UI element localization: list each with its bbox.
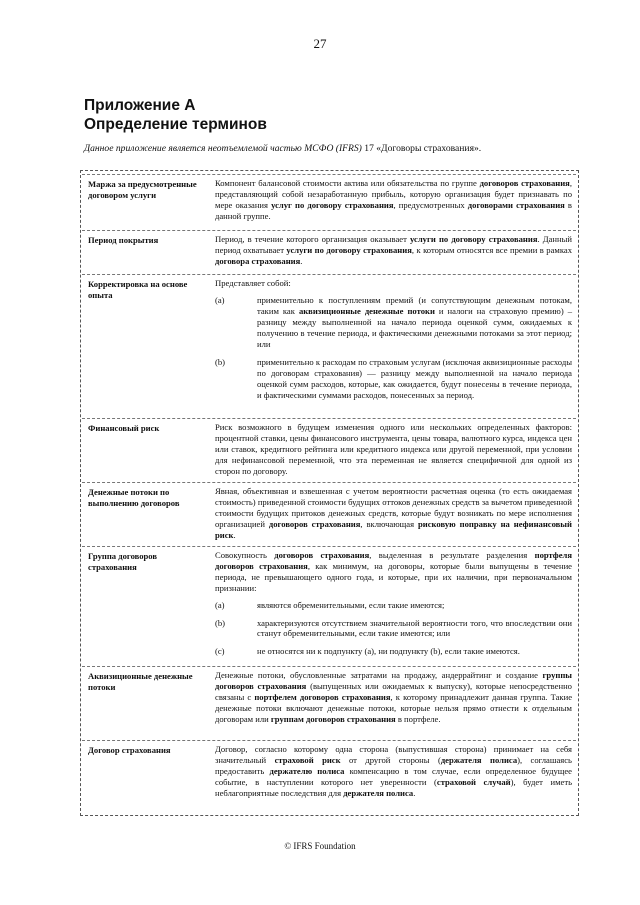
text-segment: характеризуются отсутствием значительной вероятности того, что впоследствии они станут обременительными, если такие имеются; или xyxy=(257,617,572,639)
term-definition xyxy=(215,670,572,725)
text-segment: ), соглашаясь предоставить xyxy=(215,754,572,776)
definition-row-experience-adjustment xyxy=(82,274,576,418)
definition-subitem xyxy=(215,646,572,657)
defined-term: услуг по договору страхования xyxy=(271,199,394,210)
definition-row-financial-risk xyxy=(82,418,576,482)
definition-row-group-of-contracts xyxy=(82,546,576,666)
subitem-label: (a) xyxy=(215,599,225,610)
term-definition xyxy=(215,234,572,267)
definition-row-insurance-contract xyxy=(82,740,576,814)
text-segment: . xyxy=(413,787,416,798)
text-segment: ), будет иметь неблагоприятные последствия для xyxy=(215,776,573,798)
term-label: Маржа за предусмотренные договором услуги xyxy=(88,179,197,200)
intro-part2: «Договоры страхования». xyxy=(373,143,482,154)
term-definition xyxy=(215,744,572,799)
text-segment: Период, в течение которого организация оказывает xyxy=(215,234,411,244)
copyright-footer: © IFRS Foundation xyxy=(284,841,356,851)
definition-subitem xyxy=(215,600,572,611)
term-definition xyxy=(215,550,572,657)
term-definition xyxy=(215,178,572,222)
text-segment: , предусмотренных xyxy=(393,199,468,210)
definition-subitem xyxy=(215,295,572,350)
definition-lead: Представляет собой: xyxy=(215,278,291,288)
subitem-text xyxy=(257,357,572,401)
text-segment: в данной группе. xyxy=(215,199,572,221)
text-segment: применительно к поступлениям премий (и сопутствующим денежным потокам, таким как xyxy=(257,294,572,316)
defined-term: договоров страхования xyxy=(268,518,361,529)
text-segment: Риск возможного в будущем изменения одного или нескольких определенных факторов: процентной ставки, цены финансового инструмента, цены товара, валютного курса, индекса цен или ставок, кредитного рейтинга или кредитного индекса или другой переменной, при условии для нефинансовой переменной, что эта переменная не является специфичной для одной из сторон по договору. xyxy=(215,422,572,476)
term-definition xyxy=(215,486,572,541)
text-segment: , выделенная в результате разделения xyxy=(369,550,535,560)
text-segment: (выпущенных или ожидаемых к выпуску), которые непосредственно связаны с xyxy=(215,680,572,702)
defined-term: портфелем договоров страхования xyxy=(254,691,391,702)
term-label: Группа договоров страхования xyxy=(88,551,158,572)
text-segment: не относятся ни к подпункту (a), ни подпункту (b), если такие имеются. xyxy=(257,646,520,657)
defined-term: рисковую поправку на нефинансовый риск xyxy=(215,518,572,540)
text-segment: , как минимум, на договоры, которые были выпущены в течение периода, не превышающего одного года, и которые, при их наличии, при первоначальном признании: xyxy=(215,560,572,593)
subitem-text xyxy=(257,600,572,611)
intro-number: 17 xyxy=(364,143,374,154)
defined-term: группам договоров страхования xyxy=(270,713,396,724)
text-segment: Компонент балансовой стоимости актива или обязательства по группе xyxy=(215,178,480,188)
defined-term: страховой случай xyxy=(436,776,511,787)
defined-term: договорами страхования xyxy=(467,199,565,210)
defined-term: услуги по договору страхования xyxy=(410,234,538,244)
text-segment: и налоги на страховую премию) – разницу между выполненной на начало периода оценкой сумм, ожидаемых к получению в течение периода, и фактическими денежными потоками за этот период; или xyxy=(257,305,573,349)
definition-row-acquisition-cash-flows xyxy=(82,666,576,740)
text-segment: , представляющий собой незаработанную прибыль, которую организация будет признавать по мере оказания xyxy=(215,178,572,210)
defined-term: договора страхования xyxy=(215,255,301,266)
subitem-text xyxy=(257,295,572,350)
appendix-title xyxy=(84,96,267,134)
definition-row-fulfilment-cash-flows xyxy=(82,482,576,546)
subitem-text xyxy=(257,618,572,640)
subitem-text xyxy=(257,646,572,657)
term-label: Период покрытия xyxy=(88,235,159,245)
term-label: Денежные потоки по выполнению договоров xyxy=(88,487,180,508)
text-segment: компенсацию в том случае, если определенное будущее событие, в наступлении которого нет уверенности ( xyxy=(215,765,572,787)
appendix-title-line1: Приложение A xyxy=(84,97,196,114)
text-segment: в портфеле. xyxy=(395,713,441,724)
definition-subitem xyxy=(215,357,572,401)
defined-term: договоров страхования xyxy=(479,178,570,188)
subitem-label: (c) xyxy=(215,646,225,657)
defined-term: договоров страхования xyxy=(274,550,370,560)
definition-row-coverage-period xyxy=(82,230,576,274)
term-label: Договор страхования xyxy=(88,745,171,755)
page-number: 27 xyxy=(313,36,327,51)
term-label: Корректировка на основе опыта xyxy=(88,279,188,300)
text-segment: , к которым относятся все премии в рамках xyxy=(411,244,572,255)
term-definition xyxy=(215,278,572,401)
text-segment: Явная, объективная и взвешенная с учетом вероятности расчетная оценка (то есть ожидаемая стоимость) приведенной стоимости будущих оттоков денежных средств за вычетом приведенной стоимости будущих притоков денежных средств, которые будут возникать по мере исполнения организацией xyxy=(215,486,572,529)
defined-term: страховой риск xyxy=(274,754,341,765)
text-segment: , к которому принадлежит данная группа. Такие денежные потоки включают денежные потоки, которые нельзя прямо отнести к отдельным договорам или xyxy=(215,691,573,724)
defined-term: портфеля договоров страхования xyxy=(215,550,572,571)
subitem-label: (b) xyxy=(215,617,226,628)
definition-lead xyxy=(215,550,572,594)
defined-term: держателю полиса xyxy=(269,765,345,776)
subitem-label: (b) xyxy=(215,357,226,368)
text-segment: применительно к расходам по страховым услугам (исключая аквизиционные расходы по договорам страхования) — разницу между выполненной на начало периода оценкой сумм расходов, которые, как ожидается, будут понесены в течение периода, и фактическими суммами расходов, понесенных за период. xyxy=(257,357,572,401)
term-label: Финансовый риск xyxy=(88,423,160,433)
term-label: Аквизиционные денежные потоки xyxy=(88,671,193,692)
defined-term: держателя полиса xyxy=(343,787,414,798)
text-segment: , включающая xyxy=(360,518,418,529)
text-segment: . Данный период охватывает xyxy=(215,234,573,255)
definition-subitem xyxy=(215,618,572,640)
defined-term: группы договоров страхования xyxy=(215,670,572,691)
text-segment: . xyxy=(233,529,236,540)
intro-part1: Данное приложение является неотъемлемой частью МСФО (IFRS) xyxy=(84,143,365,154)
text-segment: Договор, согласно которому одна сторона (выпустившая сторона) принимает на себя значительный xyxy=(215,744,572,765)
text-segment: являются обременительными, если такие имеются; xyxy=(257,599,445,610)
term-definition xyxy=(215,422,572,477)
text-segment: Денежные потоки, обусловленные затратами на продажу, андеррайтинг и создание xyxy=(215,670,543,680)
defined-term: аквизиционные денежные потоки xyxy=(298,305,435,316)
text-segment: от другой стороны ( xyxy=(340,754,441,765)
intro-text xyxy=(84,143,481,154)
defined-term: держателя полиса xyxy=(440,754,518,765)
appendix-title-line2: Определение терминов xyxy=(84,116,267,133)
text-segment: . xyxy=(300,255,303,266)
subitem-label: (a) xyxy=(215,294,225,305)
defined-term: услуги по договору страхования xyxy=(286,244,412,255)
text-segment: Совокупность xyxy=(215,550,275,560)
definition-row-csm xyxy=(82,174,576,230)
